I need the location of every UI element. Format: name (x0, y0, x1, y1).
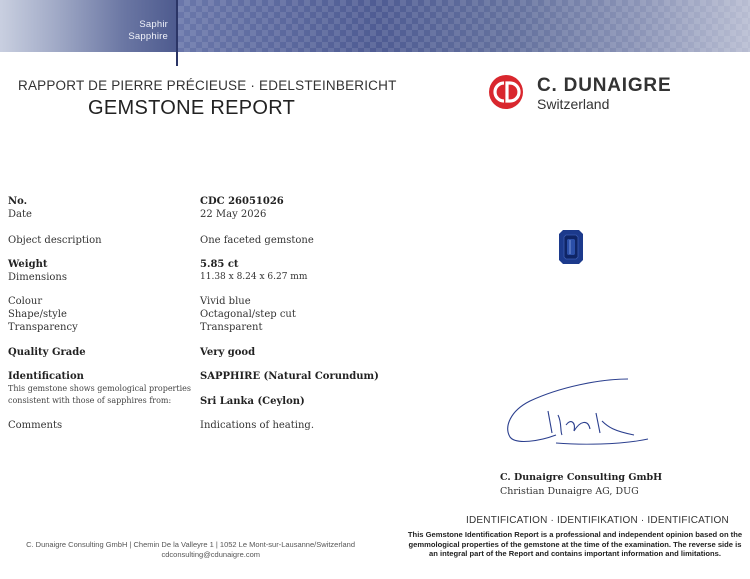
date-value: 22 May 2026 (200, 209, 267, 220)
gemstone-photo (558, 229, 584, 265)
identification-heading: IDENTIFICATION · IDENTIFIKATION · IDENTIFICATION (466, 515, 729, 526)
origin-note-line-2: consistent with those of sapphires from: (8, 396, 172, 405)
top-banner (0, 0, 750, 52)
comments-value: Indications of heating. (200, 420, 314, 431)
report-number-value: CDC 26051026 (200, 196, 284, 207)
weight-value: 5.85 ct (200, 259, 239, 270)
signatory-person: Christian Dunaigre AG, DUG (500, 486, 639, 497)
identification-value: SAPPHIRE (Natural Corundum) (200, 371, 379, 382)
dimensions-value: 11.38 x 8.24 x 6.27 mm (200, 272, 308, 282)
logo-country: Switzerland (537, 96, 610, 112)
shape-value: Octagonal/step cut (200, 309, 296, 320)
object-description-label: Object description (8, 235, 102, 246)
object-description-value: One faceted gemstone (200, 235, 314, 246)
origin-value: Sri Lanka (Ceylon) (200, 396, 305, 407)
report-subtitle: RAPPORT DE PIERRE PRÉCIEUSE · EDELSTEINBERICHT (18, 78, 397, 93)
footer-email: cdconsulting@cdunaigre.com (161, 550, 260, 559)
colour-label: Colour (8, 296, 43, 307)
date-label: Date (8, 209, 32, 220)
identification-label: Identification (8, 371, 84, 382)
signature (500, 375, 660, 455)
quality-grade-label: Quality Grade (8, 347, 86, 358)
dunaigre-logo-icon (488, 74, 524, 110)
comments-label: Comments (8, 420, 63, 431)
number-label: No. (8, 196, 28, 207)
footer-address: C. Dunaigre Consulting GmbH | Chemin De la Valleyre 1 | 1052 Le Mont-sur-Lausanne/Switzerland (26, 540, 355, 549)
signatory-company: C. Dunaigre Consulting GmbH (500, 472, 663, 483)
origin-note-line-1: This gemstone shows gemological properties (8, 384, 191, 393)
shape-label: Shape/style (8, 309, 67, 320)
weight-label: Weight (8, 259, 48, 270)
banner-title-english: Sapphire (128, 31, 168, 42)
report-title: GEMSTONE REPORT (88, 97, 296, 119)
disclaimer-text: This Gemstone Identification Report is a professional and independent opinion based on the gemmological properties of the gemstone at the time of the examination. The reverse side is an integral part of the Report and contains important information and limitations. (407, 530, 743, 559)
transparency-label: Transparency (8, 322, 78, 333)
transparency-value: Transparent (200, 322, 263, 333)
banner-divider (176, 0, 178, 66)
banner-pattern (178, 0, 750, 52)
logo-name: C. DUNAIGRE (537, 75, 672, 96)
dimensions-label: Dimensions (8, 272, 67, 283)
banner-title-french: Saphir (139, 19, 168, 30)
quality-grade-value: Very good (200, 347, 256, 358)
colour-value: Vivid blue (200, 296, 251, 307)
